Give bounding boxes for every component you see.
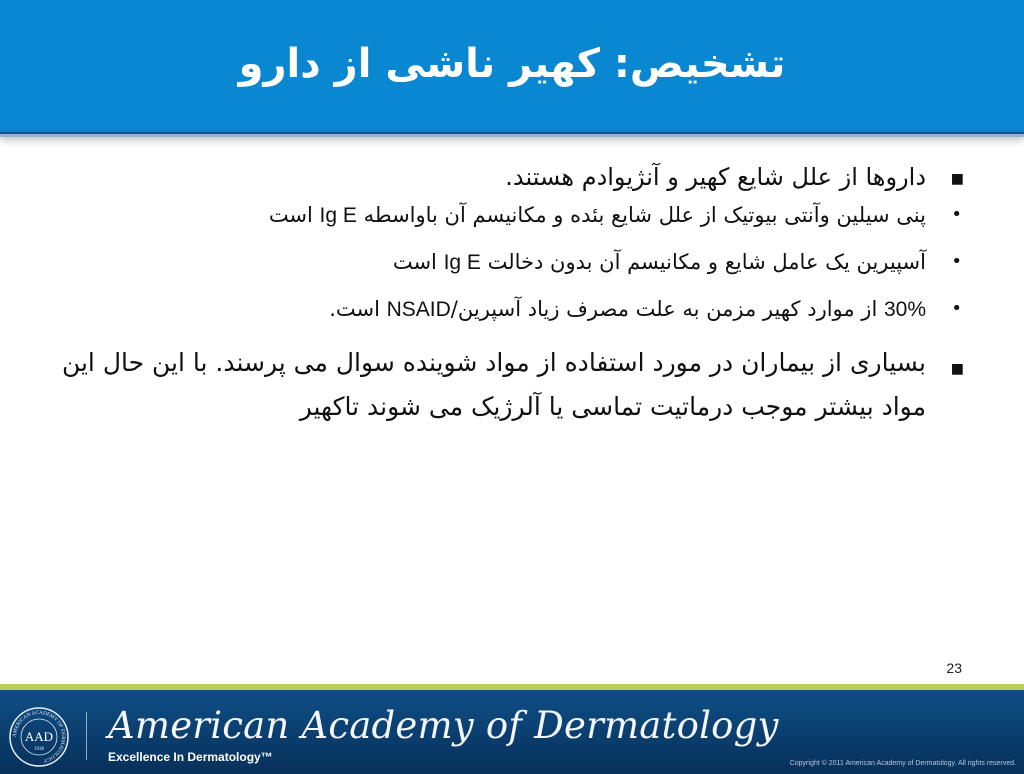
organization-name: American Academy of Dermatology [108, 704, 779, 747]
ige-term: Ig E [443, 251, 481, 274]
organization-tagline: Excellence In Dermatology™ [108, 750, 273, 764]
square-bullet-icon: ■ [950, 361, 964, 377]
ige-term: Ig E [319, 204, 357, 227]
square-bullet-icon: ■ [950, 171, 964, 187]
sub-bullet-item-2 [30, 247, 964, 278]
bullet-item-1 [30, 160, 964, 194]
title-bar [0, 0, 1024, 134]
sub-bullet-text: 30% از موارد کهیر مزمن به علت مصرف زیاد آسپرین/NSAID است. [329, 297, 926, 321]
bullet-text: داروها از علل شایع کهیر و آنژیوادم هستند. [505, 163, 926, 191]
sub-bullet-item-1 [30, 200, 964, 231]
svg-text:AMERICAN ACADEMY OF DERMATOLOG: AMERICAN ACADEMY OF DERMATOLOGY [11, 709, 67, 764]
svg-text:AAD: AAD [24, 729, 54, 744]
bullet-text: بسیاری از بیماران در مورد استفاده از مواد شوینده سوال می پرسند. با این حال این مواد بیشتر موجب درماتیت تماسی یا آلرژیک می شوند تاکهیر [61, 348, 926, 421]
nsaid-term: NSAID [386, 298, 451, 321]
sub-bullet-text: پنی سیلین وآنتی بیوتیک از علل شایع بئده و مکانیسم آن باواسطه Ig E است [268, 203, 926, 227]
sub-bullet-item-3 [30, 294, 964, 325]
dot-bullet-icon: • [951, 251, 962, 272]
dot-bullet-icon: • [951, 204, 962, 225]
footer-divider [86, 712, 87, 760]
footer-bar [0, 684, 1024, 774]
dot-bullet-icon: • [951, 298, 962, 319]
aad-seal-logo [8, 706, 70, 768]
slide-title: تشخیص: کهیر ناشی از دارو [238, 41, 786, 87]
percent-value: 30% [883, 298, 926, 321]
page-number: 23 [946, 660, 962, 676]
svg-text:1938: 1938 [34, 747, 44, 752]
bullet-item-2 [30, 341, 964, 429]
sub-bullet-text: آسپیرین یک عامل شایع و مکانیسم آن بدون دخالت Ig E است [392, 250, 926, 274]
slide-content [30, 160, 964, 435]
copyright-notice: Copyright © 2011 American Academy of Dermatology. All rights reserved. [789, 760, 1016, 767]
